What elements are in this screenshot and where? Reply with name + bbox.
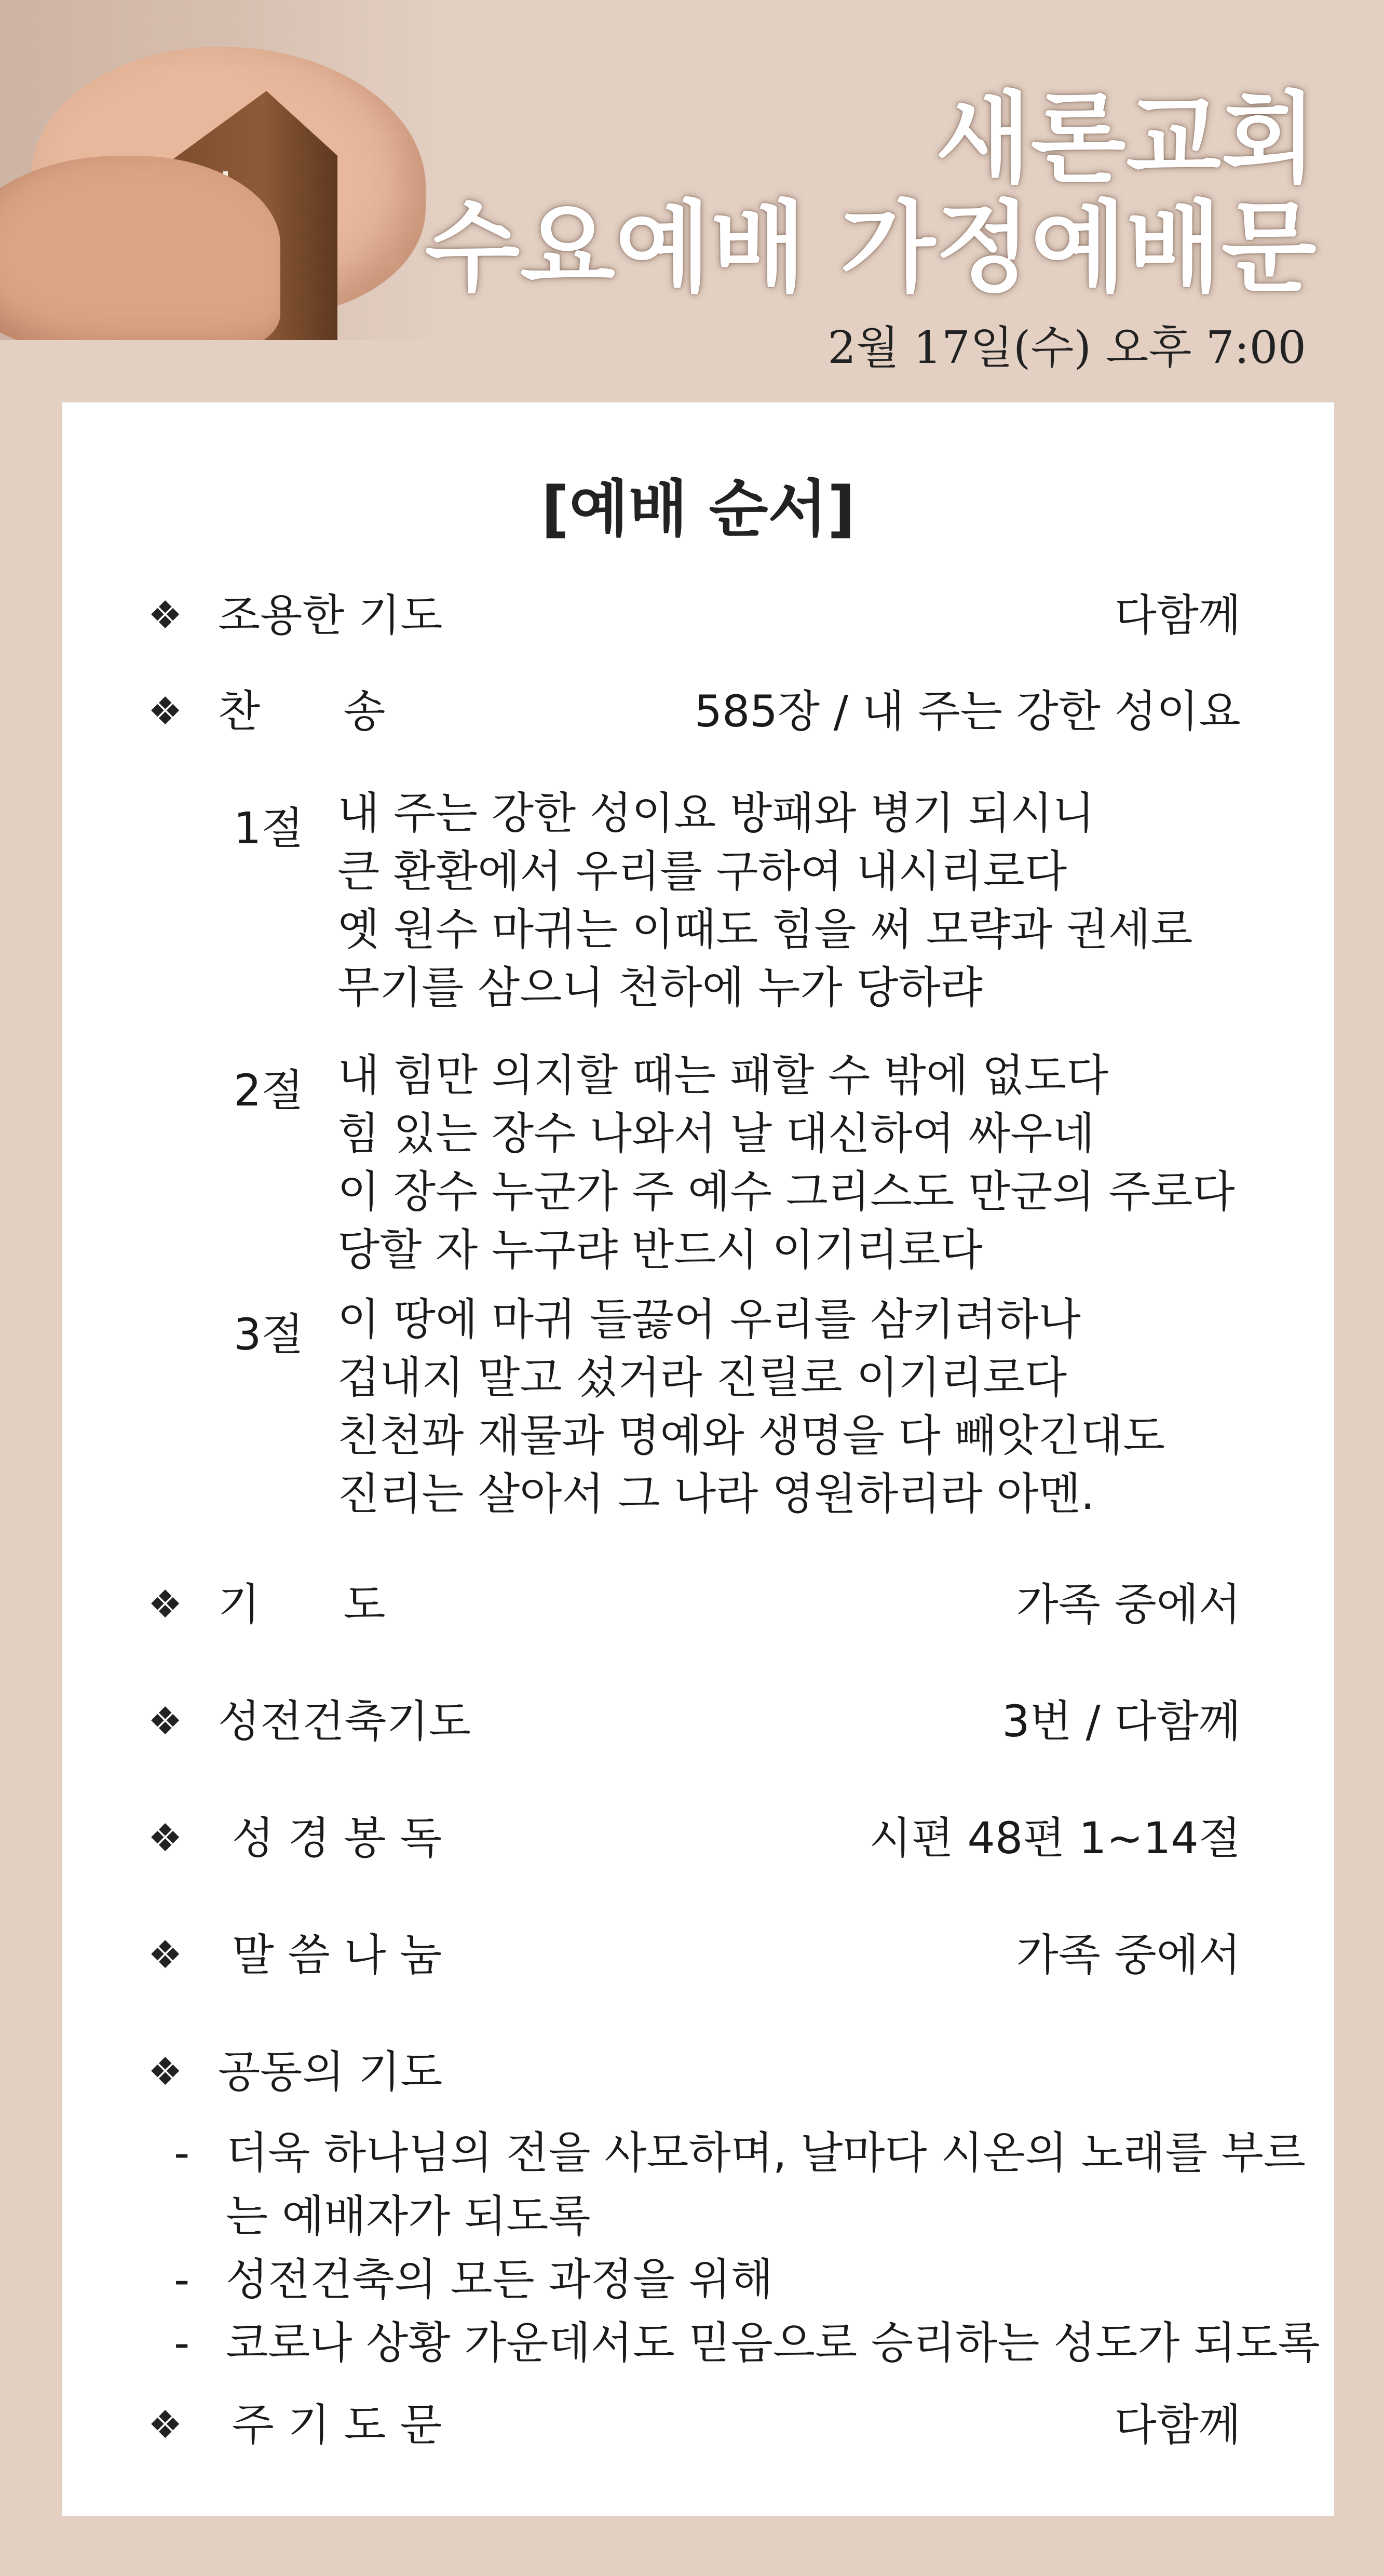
diamond-bullet-icon: ❖: [148, 1699, 183, 1744]
order-item-lords-prayer: [148, 2394, 1241, 2456]
diamond-bullet-icon: ❖: [148, 1933, 183, 1977]
hand-illustration-front: [0, 156, 280, 340]
church-name: 새론교회: [935, 82, 1317, 196]
verse-line: 겁내지 말고 섰거라 진릴로 이기리로다: [337, 1352, 1067, 1403]
diamond-bullet-icon: ❖: [148, 1816, 183, 1860]
order-item-detail: 다함께: [1114, 2399, 1241, 2450]
order-card: [62, 402, 1334, 2516]
order-item-label: 성 경 봉 독: [218, 1813, 442, 1864]
order-item-label: 찬 송: [218, 686, 386, 737]
order-item-hymn: [148, 680, 1241, 743]
header: [0, 0, 1384, 395]
diamond-bullet-icon: ❖: [148, 2403, 183, 2447]
verse-line: 친천꽈 재물과 명예와 생명을 다 빼앗긴대도: [337, 1410, 1165, 1461]
diamond-bullet-icon: ❖: [148, 1582, 183, 1627]
order-title: [예배 순서]: [541, 473, 856, 545]
order-item-detail: 가족 중에서: [1016, 1930, 1241, 1980]
verse-line: 진리는 살아서 그 나라 영원하리라 아멘.: [337, 1468, 1095, 1519]
order-item-label: 말 씀 나 눔: [218, 1930, 442, 1980]
verse-number: 3절: [234, 1309, 304, 1360]
dash-bullet: -: [174, 2127, 190, 2178]
prayer-line: 는 예배자가 되도록: [226, 2191, 591, 2242]
verse-number: 2절: [234, 1065, 304, 1116]
order-item-label: 조용한 기도: [218, 590, 443, 641]
order-item-detail: 3번 / 다함께: [1002, 1696, 1241, 1747]
order-item-silent-prayer: [148, 584, 1241, 646]
verse-line: 무기를 삼으니 천하에 누가 당하랴: [337, 962, 983, 1013]
order-item-detail: 585장 / 내 주는 강한 성이요: [694, 686, 1241, 737]
verse-line: 힘 있는 장수 나와서 날 대신하여 싸우네: [337, 1108, 1095, 1159]
diamond-bullet-icon: ❖: [148, 2049, 183, 2094]
prayer-line: 더욱 하나님의 전을 사모하며, 날마다 시온의 노래를 부르: [226, 2127, 1306, 2178]
order-item-scripture-reading: [148, 1807, 1241, 1869]
dash-bullet: -: [174, 2254, 190, 2305]
order-item-building-prayer: [148, 1690, 1241, 1752]
prayer-item: [174, 2248, 1320, 2311]
order-item-label: 기 도: [218, 1579, 386, 1630]
prayer-line: 코로나 상황 가운데서도 믿음으로 승리하는 성도가 되도록: [226, 2317, 1320, 2368]
verse-line: 이 장수 누군가 주 예수 그리스도 만군의 주로다: [337, 1166, 1235, 1217]
service-datetime: 2월 17일(수) 오후 7:00: [827, 322, 1306, 374]
verse-number: 1절: [234, 803, 304, 854]
verse-line: 이 땅에 마귀 들끓어 우리를 삼키려하나: [337, 1294, 1081, 1345]
service-title: 수요예배 가정예배문: [424, 191, 1317, 305]
order-item-common-prayer: [148, 2041, 1241, 2103]
verse-line: 옛 원수 마귀는 이때도 힘을 써 모략과 권세로: [337, 904, 1193, 955]
prayer-item: [174, 2121, 1320, 2248]
order-item-detail: 시편 48편 1~14절: [869, 1813, 1241, 1864]
verse-line: 큰 환환에서 우리를 구하여 내시리로다: [337, 846, 1067, 897]
common-prayer-list: [174, 2121, 1320, 2375]
diamond-bullet-icon: ❖: [148, 593, 183, 638]
verse-line: 내 힘만 의지할 때는 패할 수 밖에 없도다: [337, 1050, 1109, 1101]
verse-line: 내 주는 강한 성이요 방패와 병기 되시니: [337, 788, 1095, 839]
order-item-label: 공동의 기도: [218, 2046, 443, 2097]
prayer-item: [174, 2311, 1320, 2375]
order-item-sermon-sharing: [148, 1924, 1241, 1986]
order-item-detail: 다함께: [1114, 590, 1241, 641]
prayer-line: 성전건축의 모든 과정을 위해: [226, 2254, 773, 2305]
diamond-bullet-icon: ❖: [148, 689, 183, 734]
verse-line: 당할 자 누구랴 반드시 이기리로다: [337, 1224, 983, 1275]
order-item-label: 주 기 도 문: [218, 2399, 442, 2450]
order-item-prayer: [148, 1573, 1241, 1636]
header-photo: [0, 0, 446, 340]
dash-bullet: -: [174, 2317, 190, 2368]
order-item-detail: 가족 중에서: [1016, 1579, 1241, 1630]
order-item-label: 성전건축기도: [218, 1696, 471, 1747]
